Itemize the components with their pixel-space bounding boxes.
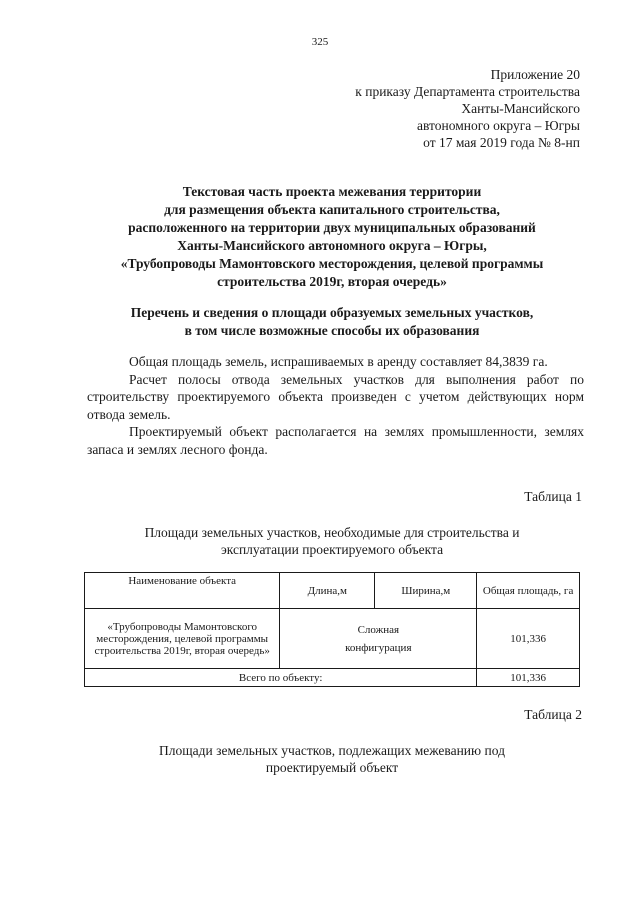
title-line: Текстовая часть проекта межевания территории (182, 184, 482, 199)
title-line: Ханты-Мансийского автономного округа – Югры, (177, 238, 487, 253)
page-number: 325 (311, 36, 329, 48)
appendix-block (355, 66, 580, 151)
land-area-table (84, 572, 580, 687)
table1-caption (82, 524, 582, 558)
title-line: строительства 2019г, вторая очередь» (217, 274, 447, 289)
heading-line: в том числе возможные способы их образования (184, 323, 480, 338)
section-heading (82, 304, 582, 340)
table1-label: Таблица 1 (524, 489, 582, 504)
paragraph: Общая площадь земель, испрашиваемых в аренду составляет 84,3839 га. (129, 354, 548, 369)
table-row (85, 609, 580, 669)
title-line: расположенного на территории двух муниципальных образований (128, 220, 536, 235)
total-area-cell: 101,336 (477, 669, 580, 687)
area-cell: 101,336 (477, 609, 580, 669)
appendix-line: Ханты-Мансийского (461, 101, 580, 116)
appendix-line: к приказу Департамента строительства (355, 84, 580, 99)
document-title (82, 183, 582, 291)
appendix-line: Приложение 20 (490, 67, 580, 82)
title-line: для размещения объекта капитального строительства, (164, 202, 500, 217)
header-cell: Ширина,м (375, 573, 477, 609)
body-text (87, 353, 584, 458)
header-cell: Общая площадь, га (477, 573, 580, 609)
configuration-cell: Сложная конфигурация (280, 609, 477, 669)
table-header-row (85, 573, 580, 609)
object-name-cell: «Трубопроводы Мамонтовского месторождения, целевой программы строительства 2019г, вторая очередь» (85, 609, 280, 669)
table2-caption (82, 742, 582, 776)
title-line: «Трубопроводы Мамонтовского месторождения, целевой программы (120, 256, 544, 271)
caption-line: эксплуатации проектируемого объекта (220, 542, 444, 557)
paragraph: Расчет полосы отвода земельных участков для выполнения работ по строительству проектируемого объекта произведен с учетом действующих норм отвода земель. (87, 371, 584, 422)
paragraph: Проектируемый объект располагается на землях промышленности, землях запаса и землях лесного фонда. (87, 424, 584, 457)
header-cell: Наименование объекта (85, 573, 280, 609)
caption-line: Площади земельных участков, подлежащих межеванию под (159, 743, 505, 758)
table2-label: Таблица 2 (524, 707, 582, 722)
header-cell: Длина,м (280, 573, 375, 609)
appendix-line: автономного округа – Югры (417, 118, 580, 133)
table-total-row (85, 669, 580, 687)
caption-line: проектируемый объект (265, 760, 399, 775)
appendix-line: от 17 мая 2019 года № 8-нп (423, 135, 580, 150)
total-label-cell: Всего по объекту: (85, 669, 477, 687)
heading-line: Перечень и сведения о площади образуемых земельных участков, (130, 305, 534, 320)
caption-line: Площади земельных участков, необходимые для строительства и (144, 525, 520, 540)
